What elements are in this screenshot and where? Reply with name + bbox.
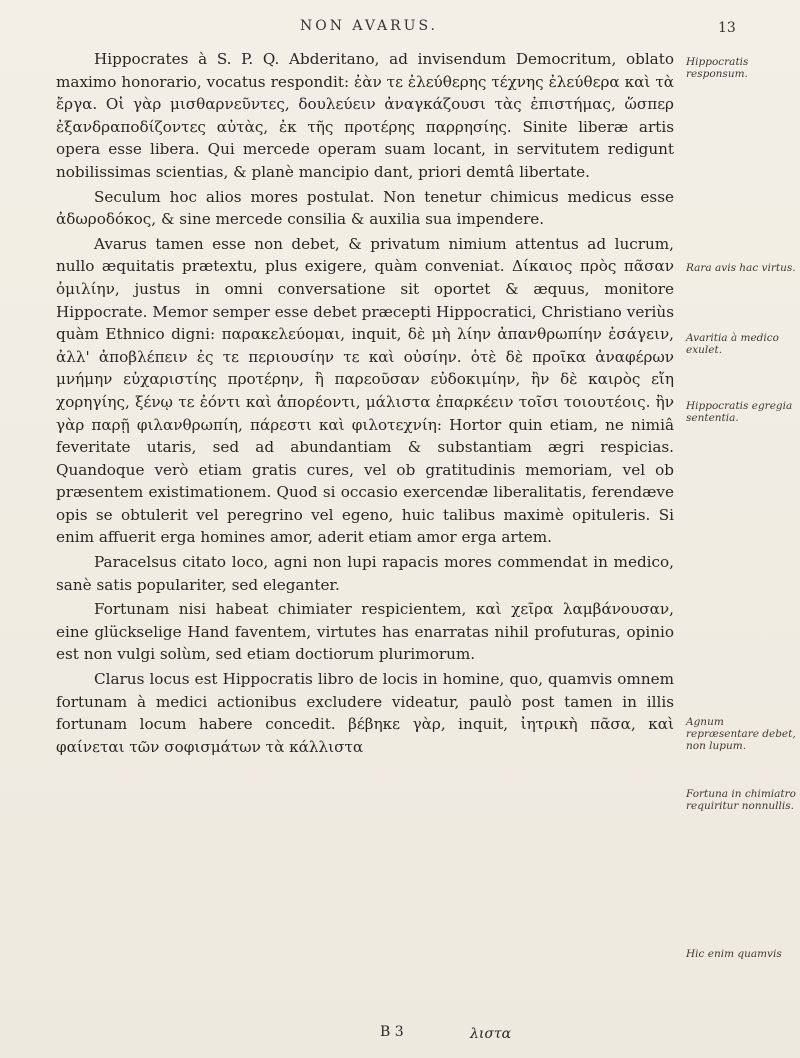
- paragraph-seculum: Seculum hoc alios mores postulat. Non tenetur chimicus medicus esse ἀδωροδόκος, & sine mercede consilia & auxilia sua impendere.: [56, 187, 674, 229]
- signature-mark: B 3: [380, 1024, 404, 1040]
- margin-note: Avaritia à medico exulet.: [686, 332, 779, 356]
- running-head: NON AVARUS.: [300, 18, 438, 34]
- margin-note: Hippocratis egregia sententia.: [686, 400, 793, 424]
- page-number: 13: [718, 20, 736, 36]
- margin-note: Agnum repræsentare debet, non lupum.: [686, 716, 796, 752]
- paragraph-hippocrates: Hippocrates à S. P. Q. Abderitano, ad invisendum Democritum, oblato maximo honorario, vocatus respondit: ἐὰν τε ἐλεύθερης τέχνης ἐλεύθερα καὶ τὰ ἔργα. Οἱ γὰρ μισθαρνεῦντες, δουλεύειν ἀναγκάζουσι τὰς ἐπιστήμας, ὥσπερ ἐξανδραποδίζοντες αὐτὰς, ἐκ τῆς προτέρης παρρησίης. Sinite liberæ artis opera esse libera. Qui mercede operam suam locant, in servitutem redigunt nobilissimas scientias, & planè mancipio dant, priori demtâ libertate.: [56, 50, 674, 181]
- paragraph-clarus: Clarus locus est Hippocratis libro de locis in homine, quo, quamvis omnem fortunam à medici actionibus excludere videatur, paulò post tamen in illis fortunam locum habere concedit. βέβηκε γὰρ, inquit, ἰητρικὴ πᾶσα, καὶ φαίνεται τῶν σοφισμάτων τὰ κάλλιστα: [56, 670, 674, 756]
- paragraph-paracelsus: Paracelsus citato loco, agni non lupi rapacis mores commendat in medico, sanè satis populariter, sed eleganter.: [56, 553, 674, 594]
- page-header: [0, 14, 800, 44]
- margin-note: Hippocratis responsum.: [686, 56, 749, 80]
- catchword: λιστα: [470, 1026, 512, 1042]
- paragraph-avarus: Avarus tamen esse non debet, & privatum nimium attentus ad lucrum, nullo æquitatis prætextu, plus exigere, quàm conveniat. Δίκαιος πρὸς πᾶσαν ὁμιλίην, justus in omni conversatione sit oportet & æquus, monitore Hippocrate. Memor semper esse debet præcepti Hippocratici, Christiano veriùs quàm Ethnico digni: παρακελεύομαι, inquit, δὲ μὴ λίην ἀπανθρωπίην ἐσάγειν, ἀλλ' ἀποβλέπειν ἐς τε περιουσίην τε καὶ οὐσίην. ὁτὲ δὲ προῖκα ἀναφέρων μνήμην εὐχαριστίης προτέρην, ἢ παρεοῦσαν εὐδοκιμίην, ἢν δὲ καιρὸς εἴη χορηγίης, ξένῳ τε ἐόντι καὶ ἀπορέοντι, μάλιστα ἐπαρκέειν τοῖσι τοιουτέοις. ἢν γὰρ παρῇ φιλανθρωπίη, πάρεστι καὶ φιλοτεχνίη: Hortor quin etiam, ne nimiâ feveritate utaris, sed ad abundantiam & substantiam ægri respicias. Quandoque verò etiam gratis cures, vel ob gratitudinis memoriam, vel ob præsentem existimationem. Quod si occasio exercendæ liberalitatis, ferendæve opis se obtulerit vel peregrino vel egeno, huic talibus maximè opituleris. Si enim affuerit erga homines amor, aderit etiam amor erga artem.: [56, 234, 674, 547]
- margin-note: Rara avis hac virtus.: [686, 262, 796, 274]
- margin-note: Hic enim quamvis: [686, 948, 782, 960]
- paragraph-fortunam: Fortunam nisi habeat chimiater respicientem, καὶ χεῖρα λαμβάνουσαν, eine glückselige Hand faventem, virtutes has enarratas nihil profuturas, opinio est non vulgi solùm, sed etiam doctiorum plurimorum.: [56, 600, 674, 664]
- margin-note: Fortuna in chimiatro requiritur nonnullis.: [686, 788, 796, 812]
- body-text: [56, 48, 674, 758]
